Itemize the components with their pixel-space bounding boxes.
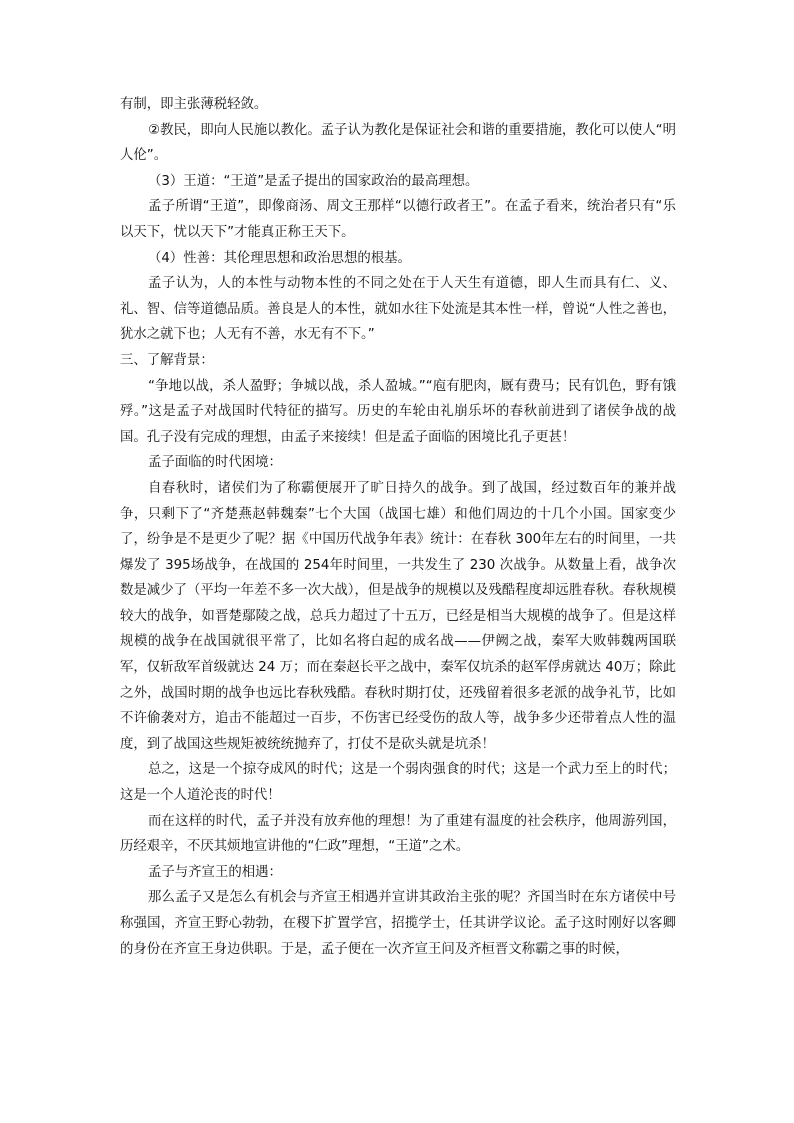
paragraph-xingshan-body: 孟子认为，人的本性与动物本性的不同之处在于人天生有道德，即人生而具有仁、义、礼、智、信等道德品质。善良是人的本性，就如水往下处流是其本性一样，曾说“人性之善也，犹水之就下也；人无有不善，水无有不下。” xyxy=(120,276,676,343)
paragraph-light-tax: 有制，即主张薄税轻敛。 xyxy=(120,97,268,112)
paragraph-mencius-ideal: 而在这样的时代，孟子并没有放弃他的理想！为了重建有温度的社会秩序，他周游列国，历经艰辛，不厌其烦地宣讲他的“仁政”理想，“王道”之术。 xyxy=(120,813,676,855)
subheading-era-dilemma: 孟子面临的时代困境： xyxy=(148,455,282,471)
paragraph-xingshan-heading: （4）性善：其伦理思想和政治思想的根基。 xyxy=(148,250,411,266)
paragraph-era-summary: 总之，这是一个掠夺成风的时代；这是一个弱肉强食的时代；这是一个武力至上的时代；这是一个人道沦丧的时代！ xyxy=(120,762,676,804)
document-body xyxy=(120,92,676,962)
paragraph-era-description: “争地以战，杀人盈野；争城以战，杀人盈城。”“庖有肥肉，厩有费马；民有饥色，野有饿殍。”这是孟子对战国时代特征的描写。历史的车轮由礼崩乐坏的春秋前进到了诸侯争战的战国。孔子没有完成的理想，由孟子来接续！但是孟子面临的困境比孔子更甚！ xyxy=(120,378,676,445)
subheading-meeting-king-xuan: 孟子与齐宣王的相遇： xyxy=(148,864,282,880)
paragraph-warfare-history: 自春秋时，诸侯们为了称霸便展开了旷日持久的战争。到了战国，经过数百年的兼并战争，只剩下了“齐楚燕赵韩魏秦”七个大国（战国七雄）和他们周边的十几个小国。国家变少了，纷争是不是更少了呢？据《中国历代战争年表》统计：在春秋 300年左右的时间里，一共爆发了 395场战争，在战国的 254年时间里，一共发生了 230 次战争。从数量上看，战争次数是减少了（平均一年差不多一次大战），但是战争的规模以及残酷程度却远胜春秋。春秋规模较大的战争，如晋楚鄢陵之战，总兵力超过了十五万，已经是相当大规模的战争了。但是这样规模的战争在战国就很平常了，比如名将白起的成名战——伊阙之战，秦军大败韩魏两国联军，仅斩敌军首级就达 24 万；而在秦赵长平之战中，秦军仅坑杀的赵军俘虏就达 40万；除此之外，战国时期的战争也远比春秋残酷。春秋时期打仗，还残留着很多老派的战争礼节，比如不许偷袭对方，追击不能超过一百步，不伤害已经受伤的敌人等，战争多少还带着点人性的温度，到了战国这些规矩被统统抛弃了，打仗不是砍头就是坑杀！ xyxy=(120,480,676,752)
paragraph-wangdao-body: 孟子所谓“王道”，即像商汤、周文王那样“以德行政者王”。在孟子看来，统治者只有“乐以天下，忧以天下”才能真正称王天下。 xyxy=(120,199,676,240)
paragraph-meeting-story: 那么孟子又是怎么有机会与齐宣王相遇并宣讲其政治主张的呢？齐国当时在东方诸侯中号称强国，齐宣王野心勃勃，在稷下扩置学宫，招揽学士，任其讲学议论。孟子这时刚好以客卿的身份在齐宣王身边供职。于是，孟子便在一次齐宣王问及齐桓晋文称霸之事的时候， xyxy=(120,890,676,957)
paragraph-wangdao-heading: （3）王道：“王道”是孟子提出的国家政治的最高理想。 xyxy=(148,173,479,189)
paragraph-teach-people: ②教民，即向人民施以教化。孟子认为教化是保证社会和谐的重要措施，教化可以使人“明人伦”。 xyxy=(120,122,676,164)
section-heading-background: 三、了解背景： xyxy=(120,352,214,368)
